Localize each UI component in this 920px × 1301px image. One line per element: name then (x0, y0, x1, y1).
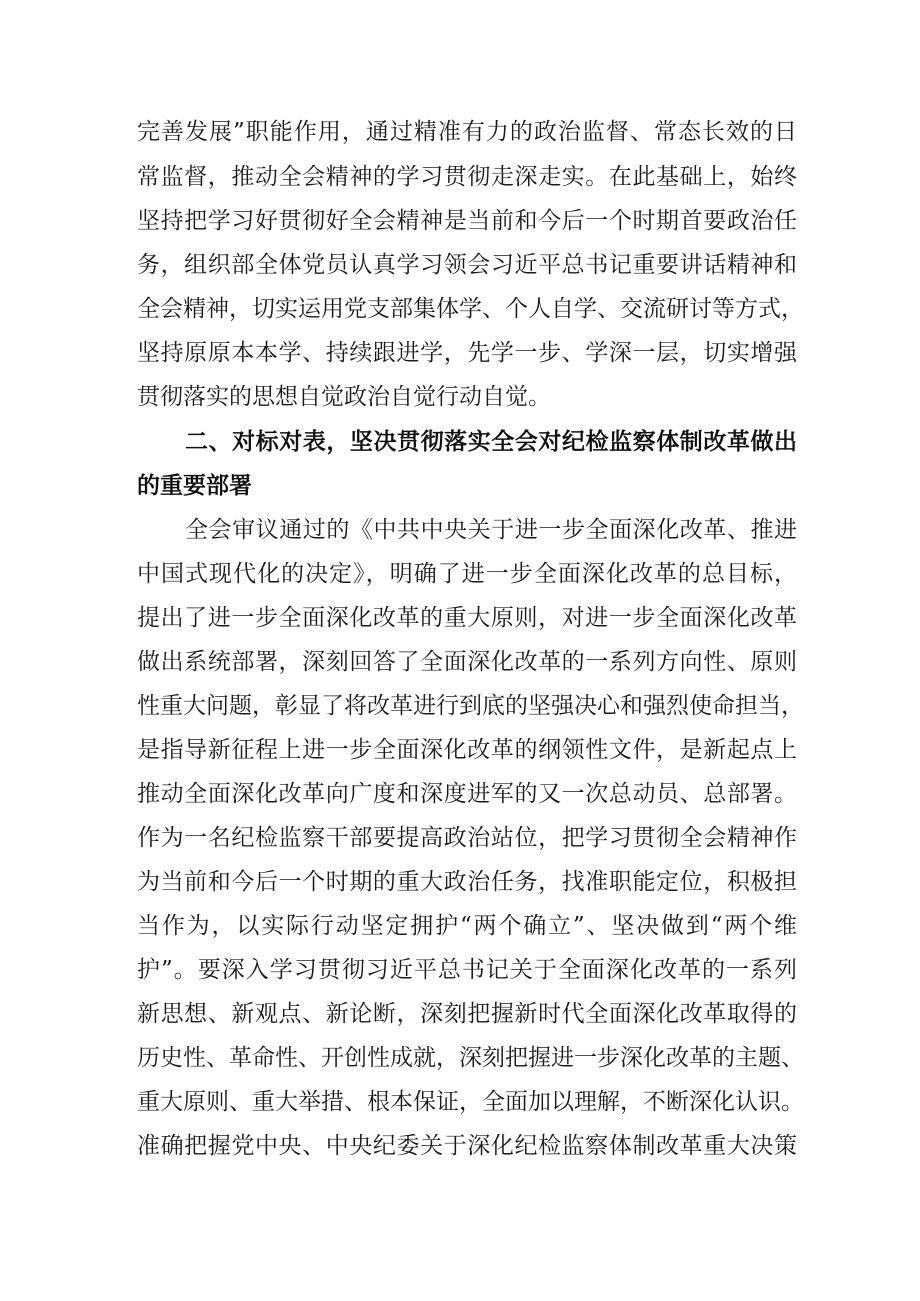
paragraph-1-line-2: 常监督，推动全会精神的学习贯彻走深走实。在此基础上，始终 (137, 164, 797, 190)
paragraph-2-line-15: 准确把握党中央、中央纪委关于深化纪检监察体制改革重大决策 (137, 1133, 797, 1159)
paragraph-2-line-12: 新思想、新观点、新论断，深刻把握新时代全面深化改革取得的 (137, 1001, 797, 1027)
paragraph-1-line-3: 坚持把学习好贯彻好全会精神是当前和今后一个时期首要政治任 (137, 208, 797, 234)
paragraph-1-line-5: 全会精神，切实运用党支部集体学、个人自学、交流研讨等方式， (137, 296, 804, 322)
paragraph-2-line-5: 性重大问题，彰显了将改革进行到底的坚强决心和强烈使命担当， (137, 693, 804, 719)
section-heading-line-1: 二、对标对表，坚决贯彻落实全会对纪检监察体制改革做出 (185, 429, 797, 455)
paragraph-2-line-11: 护”。要深入学习贯彻习近平总书记关于全面深化改革的一系列 (137, 957, 797, 983)
paragraph-1-line-7: 贯彻落实的思想自觉政治自觉行动自觉。 (137, 384, 551, 410)
section-heading-line-2: 的重要部署 (137, 473, 252, 499)
paragraph-2-line-6: 是指导新征程上进一步全面深化改革的纲领性文件，是新起点上 (137, 737, 797, 763)
paragraph-2-line-2: 中国式现代化的决定》，明确了进一步全面深化改革的总目标， (137, 561, 797, 587)
paragraph-1-line-4: 务，组织部全体党员认真学习领会习近平总书记重要讲话精神和 (137, 252, 797, 278)
paragraph-2-line-3: 提出了进一步全面深化改革的重大原则，对进一步全面深化改革 (137, 605, 797, 631)
paragraph-2-line-9: 为当前和今后一个时期的重大政治任务，找准职能定位，积极担 (137, 869, 797, 895)
paragraph-1-line-1: 完善发展”职能作用，通过精准有力的政治监督、常态长效的日 (137, 119, 797, 145)
paragraph-2-line-8: 作为一名纪检监察干部要提高政治站位，把学习贯彻全会精神作 (137, 825, 797, 851)
paragraph-1-line-6: 坚持原原本本学、持续跟进学，先学一步、学深一层，切实增强 (137, 340, 797, 366)
paragraph-2-line-4: 做出系统部署，深刻回答了全面深化改革的一系列方向性、原则 (137, 649, 797, 675)
paragraph-2-line-1: 全会审议通过的《中共中央关于进一步全面深化改革、推进 (185, 517, 797, 543)
paragraph-2-line-7: 推动全面深化改革向广度和深度进军的又一次总动员、总部署。 (137, 781, 797, 807)
paragraph-2-line-14: 重大原则、重大举措、根本保证，全面加以理解，不断深化认识。 (137, 1089, 804, 1115)
paragraph-2-line-10: 当作为，以实际行动坚定拥护“两个确立”、坚决做到“两个维 (137, 913, 797, 939)
paragraph-2-line-13: 历史性、革命性、开创性成就，深刻把握进一步深化改革的主题、 (137, 1045, 804, 1071)
